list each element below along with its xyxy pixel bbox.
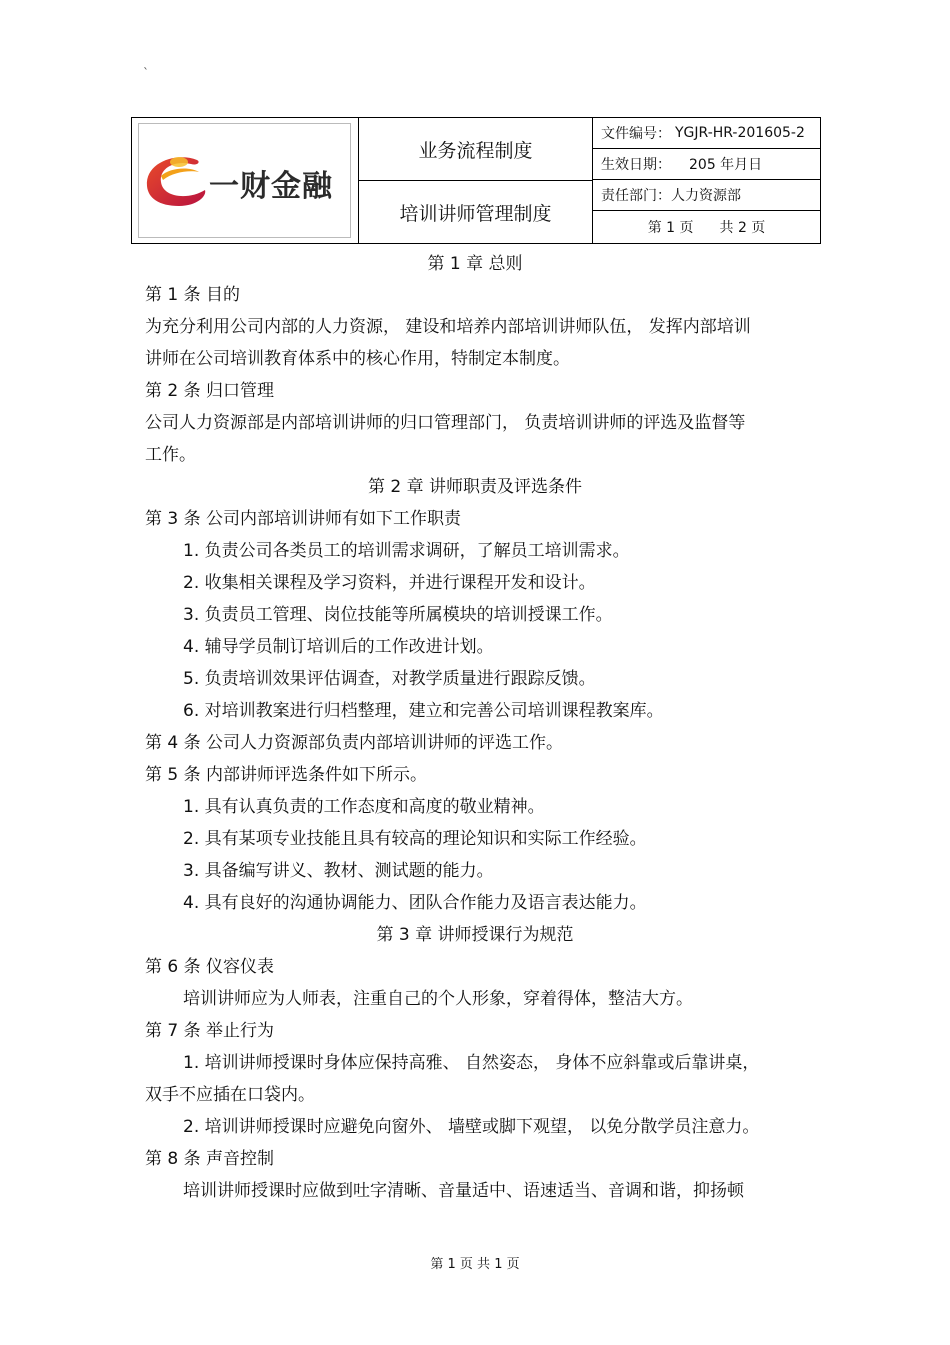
list-item: 3. 具备编写讲义、教材、测试题的能力。 [183,861,494,881]
paragraph-line: 工作。 [145,445,196,465]
logo-cell [132,118,359,243]
list-item: 2. 具有某项专业技能且具有较高的理论知识和实际工作经验。 [183,829,647,849]
article-1-heading: 第 1 条 目的 [145,285,241,305]
article-6-heading: 第 6 条 仪容仪表 [145,957,275,977]
list-item: 4. 具有良好的沟通协调能力、团队合作能力及语言表达能力。 [183,893,647,913]
article-7-heading: 第 7 条 举止行为 [145,1021,275,1041]
category-cell: 业务流程制度 [359,118,593,181]
article-8-heading: 第 8 条 声音控制 [145,1149,275,1169]
list-item: 1. 具有认真负责的工作态度和高度的敬业精神。 [183,797,545,817]
page-mark: ` [143,66,149,80]
article-5-heading: 第 5 条 内部讲师评选条件如下所示。 [145,765,428,785]
doc-number-value: YGJR-HR-201605-2 [675,125,805,141]
company-logo [138,123,351,238]
effective-date-label: 生效日期： [601,157,671,173]
doc-title-cell: 培训讲师管理制度 [359,181,593,243]
page-current: 第 1 页 [647,220,694,236]
paragraph-line: 2. 培训讲师授课时应避免向窗外、 墙壁或脚下观望， 以免分散学员注意力。 [183,1117,760,1137]
list-item: 3. 负责员工管理、岗位技能等所属模块的培训授课工作。 [183,605,613,625]
page-count-row [593,211,820,243]
page-footer: 第 1 页 共 1 页 [430,1257,520,1272]
paragraph-line: 1. 培训讲师授课时身体应保持高雅、 自然姿态， 身体不应斜靠或后靠讲桌， [183,1053,760,1073]
doc-number-label: 文件编号： [601,126,671,142]
list-item: 2. 收集相关课程及学习资料，并进行课程开发和设计。 [183,573,596,593]
document-header-table [131,117,821,244]
list-item: 4. 辅导学员制订培训后的工作改进计划。 [183,637,494,657]
article-3-heading: 第 3 条 公司内部培训讲师有如下工作职责 [145,509,462,529]
doc-number-row [593,118,820,149]
chapter-2-heading: 第 2 章 讲师职责及评选条件 [367,477,583,497]
effective-date-value: 205 年月日 [689,157,763,173]
paragraph-line: 为充分利用公司内部的人力资源， 建设和培养内部培训讲师队伍， 发挥内部培训 [145,317,751,337]
effective-date-row [593,149,820,180]
article-4-heading: 第 4 条 公司人力资源部负责内部培训讲师的评选工作。 [145,733,564,753]
paragraph-line: 讲师在公司培训教育体系中的核心作用，特制定本制度。 [145,349,570,369]
department-value: 人力资源部 [671,188,741,204]
paragraph-line: 公司人力资源部是内部培训讲师的归口管理部门， 负责培训讲师的评选及监督等 [145,413,746,433]
chapter-3-heading: 第 3 章 讲师授课行为规范 [376,925,574,945]
list-item: 1. 负责公司各类员工的培训需求调研，了解员工培训需求。 [183,541,630,561]
list-item: 6. 对培训教案进行归档整理，建立和完善公司培训课程教案库。 [183,701,664,721]
department-label: 责任部门： [601,188,671,204]
article-2-heading: 第 2 条 归口管理 [145,381,275,401]
chapter-1-heading: 第 1 章 总则 [427,254,523,274]
paragraph-line: 培训讲师授课时应做到吐字清晰、音量适中、语速适当、音调和谐，抑扬顿 [183,1181,744,1201]
paragraph-line: 双手不应插在口袋内。 [145,1085,315,1105]
department-row [593,180,820,211]
paragraph-line: 培训讲师应为人师表，注重自己的个人形象，穿着得体，整洁大方。 [183,989,693,1009]
page-total: 共 2 页 [719,220,766,236]
list-item: 5. 负责培训效果评估调查，对教学质量进行跟踪反馈。 [183,669,596,689]
logo-text: 一财金融 [209,169,333,204]
